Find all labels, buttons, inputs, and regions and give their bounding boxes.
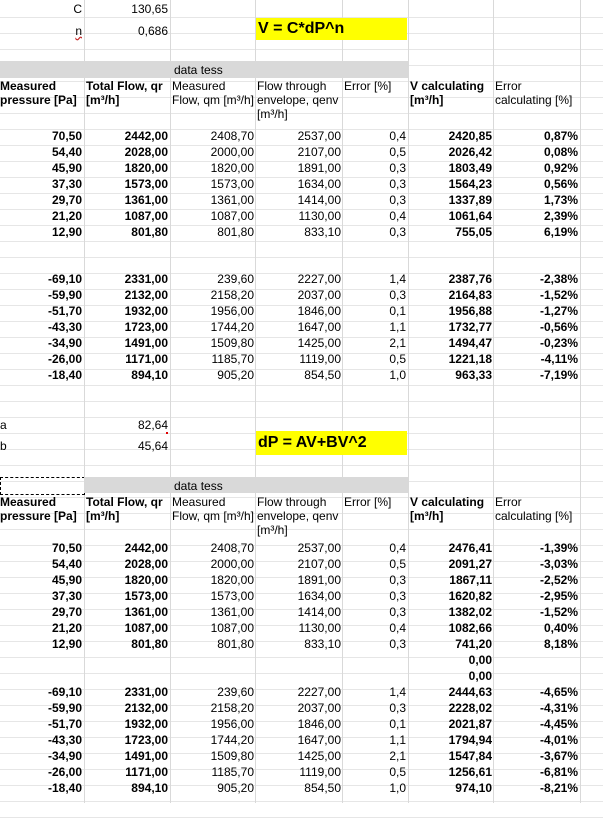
cell-flow-envelope[interactable]: 2107,00 — [297, 557, 341, 571]
cell-measured-flow[interactable]: 2158,20 — [210, 288, 254, 302]
cell-flow-envelope[interactable]: 1119,00 — [299, 352, 341, 366]
cell-flow-envelope[interactable]: 2537,00 — [297, 541, 341, 555]
formula-quadratic[interactable]: dP = AV+BV^2 — [258, 434, 367, 451]
cell-v-calculating[interactable]: 1494,47 — [448, 336, 492, 350]
cell-measured-flow[interactable]: 239,60 — [217, 272, 254, 286]
cell-flow-envelope[interactable]: 1846,00 — [297, 717, 341, 731]
cell-error-calculating[interactable]: -2,38% — [539, 272, 578, 286]
col-measured-pressure-1[interactable]: Measured pressure [Pa] — [0, 79, 77, 107]
copy-selection-marquee — [0, 477, 85, 495]
cell-flow-envelope[interactable]: 1425,00 — [297, 749, 341, 763]
col-v-calculating-2[interactable]: V calculating [m³/h] — [410, 495, 485, 523]
cell-flow-envelope[interactable]: 2037,00 — [297, 288, 341, 302]
param-a-label[interactable]: a — [0, 418, 7, 432]
cell-measured-flow[interactable]: 2158,20 — [210, 701, 254, 715]
cell-flow-envelope[interactable]: 833,10 — [304, 225, 341, 239]
cell-error[interactable]: 1,0 — [389, 368, 406, 382]
cell-measured-flow[interactable]: 1509,80 — [210, 336, 254, 350]
cell-v-calculating[interactable]: 755,05 — [455, 225, 492, 239]
cell-flow-envelope[interactable] — [257, 652, 341, 668]
col-error-1[interactable]: Error [%] — [344, 79, 392, 93]
param-b-value[interactable]: 45,64 — [137, 439, 168, 453]
col-flow-envelope-1[interactable]: Flow through envelope, qenv [m³/h] — [257, 79, 339, 121]
cell-measured-flow[interactable]: 1956,00 — [210, 717, 254, 731]
cell-error-calculating[interactable]: -3,03% — [539, 557, 578, 571]
col-total-flow-1[interactable]: Total Flow, qr [m³/h] — [86, 79, 163, 107]
cell-pressure[interactable]: 45,90 — [51, 161, 82, 175]
cell-total-flow[interactable]: 1723,00 — [124, 320, 168, 334]
cell-v-calculating[interactable]: 1620,82 — [448, 589, 492, 603]
cell-v-calculating[interactable]: 1547,84 — [448, 749, 492, 763]
cell-v-calculating[interactable]: 2476,41 — [448, 541, 492, 555]
cell-flow-envelope[interactable]: 2227,00 — [297, 272, 341, 286]
cell-flow-envelope[interactable]: 1414,00 — [297, 193, 341, 207]
cell-error-calculating[interactable]: 1,73% — [543, 193, 578, 207]
cell-measured-flow[interactable]: 1361,00 — [210, 605, 254, 619]
cell-measured-flow[interactable]: 1185,70 — [211, 352, 254, 366]
col-measured-pressure-2[interactable]: Measured pressure [Pa] — [0, 495, 77, 523]
cell-total-flow[interactable]: 1087,00 — [124, 621, 168, 635]
cell-pressure[interactable]: -43,30 — [47, 320, 82, 334]
cell-total-flow[interactable]: 1573,00 — [124, 177, 168, 191]
cell-measured-flow[interactable]: 239,60 — [217, 685, 254, 699]
cell-measured-flow[interactable]: 801,80 — [217, 637, 254, 651]
cell-error[interactable]: 1,4 — [389, 685, 406, 699]
cell-flow-envelope[interactable]: 833,10 — [304, 637, 341, 651]
cell-pressure[interactable]: 70,50 — [51, 129, 82, 143]
cell-error[interactable]: 0,3 — [389, 637, 406, 651]
cell-flow-envelope[interactable]: 1891,00 — [297, 573, 341, 587]
cell-measured-flow[interactable]: 1820,00 — [210, 573, 254, 587]
cell-error[interactable] — [344, 652, 406, 668]
cell-pressure[interactable]: 12,90 — [51, 225, 82, 239]
cell-measured-flow[interactable] — [172, 668, 254, 684]
cell-measured-flow[interactable]: 2000,00 — [210, 557, 254, 571]
cell-total-flow[interactable]: 1932,00 — [124, 717, 168, 731]
cell-error-calculating[interactable]: 0,87% — [543, 129, 578, 143]
cell-pressure[interactable]: -18,40 — [47, 368, 82, 382]
cell-pressure[interactable]: -26,00 — [47, 352, 82, 366]
cell-error[interactable]: 1,1 — [389, 320, 406, 334]
cell-error-calculating[interactable]: 8,18% — [543, 637, 578, 651]
cell-v-calculating[interactable]: 2444,63 — [448, 685, 492, 699]
cell-pressure[interactable]: -43,30 — [47, 733, 82, 747]
cell-flow-envelope[interactable]: 1425,00 — [297, 336, 341, 350]
cell-error-calculating[interactable] — [495, 668, 578, 684]
cell-error[interactable]: 2,1 — [389, 336, 406, 350]
cell-error[interactable]: 0,3 — [389, 701, 406, 715]
cell-error[interactable]: 0,4 — [389, 621, 406, 635]
formula-power-law[interactable]: V = C*dP^n — [258, 20, 345, 37]
cell-v-calculating[interactable]: 2387,76 — [448, 272, 492, 286]
cell-total-flow[interactable]: 801,80 — [131, 225, 168, 239]
cell-flow-envelope[interactable]: 1891,00 — [297, 161, 341, 175]
cell-measured-flow[interactable]: 1573,00 — [210, 177, 254, 191]
cell-v-calculating[interactable]: 2164,83 — [448, 288, 492, 302]
cell-measured-flow[interactable]: 1087,00 — [210, 209, 254, 223]
cell-error-calculating[interactable]: 0,08% — [543, 145, 578, 159]
cell-total-flow[interactable]: 2028,00 — [124, 145, 168, 159]
cell-measured-flow[interactable]: 905,20 — [217, 781, 254, 795]
cell-error-calculating[interactable]: -6,81% — [539, 765, 578, 779]
cell-total-flow[interactable]: 1723,00 — [124, 733, 168, 747]
cell-v-calculating[interactable]: 2420,85 — [448, 129, 492, 143]
cell-error[interactable]: 0,1 — [389, 717, 406, 731]
cell-pressure[interactable]: -51,70 — [47, 717, 82, 731]
cell-measured-flow[interactable]: 1509,80 — [210, 749, 254, 763]
cell-measured-flow[interactable]: 2408,70 — [210, 129, 254, 143]
cell-error-calculating[interactable]: -2,52% — [539, 573, 578, 587]
cell-error[interactable]: 0,3 — [389, 288, 406, 302]
cell-flow-envelope[interactable]: 2037,00 — [297, 701, 341, 715]
header-band-2 — [84, 477, 408, 493]
cell-measured-flow[interactable]: 1185,70 — [211, 765, 254, 779]
cell-error[interactable]: 0,3 — [389, 177, 406, 191]
cell-error-calculating[interactable] — [495, 652, 578, 668]
cell-pressure[interactable]: 29,70 — [51, 193, 82, 207]
cell-flow-envelope[interactable]: 1130,00 — [298, 209, 341, 223]
cell-error-calculating[interactable]: -4,11% — [540, 352, 578, 366]
cell-pressure[interactable]: 45,90 — [51, 573, 82, 587]
cell-pressure[interactable]: -51,70 — [47, 304, 82, 318]
cell-pressure[interactable]: 21,20 — [51, 209, 82, 223]
cell-total-flow[interactable]: 1087,00 — [124, 209, 168, 223]
cell-measured-flow[interactable]: 2000,00 — [210, 145, 254, 159]
cell-measured-flow[interactable]: 801,80 — [217, 225, 254, 239]
cell-pressure[interactable]: 21,20 — [51, 621, 82, 635]
cell-v-calculating[interactable]: 1337,89 — [448, 193, 492, 207]
cell-error-calculating[interactable]: -2,95% — [539, 589, 578, 603]
cell-pressure[interactable]: -69,10 — [47, 272, 82, 286]
cell-pressure[interactable]: 70,50 — [51, 541, 82, 555]
cell-pressure[interactable]: -18,40 — [47, 781, 82, 795]
cell-total-flow[interactable]: 1361,00 — [124, 605, 168, 619]
cell-pressure[interactable]: 54,40 — [51, 557, 82, 571]
cell-error-calculating[interactable]: -1,52% — [539, 605, 578, 619]
param-c-label[interactable]: C — [73, 2, 82, 16]
cell-measured-flow[interactable]: 2408,70 — [210, 541, 254, 555]
cell-v-calculating[interactable]: 1061,64 — [448, 209, 492, 223]
cell-flow-envelope[interactable]: 854,50 — [304, 368, 341, 382]
cell-total-flow[interactable] — [86, 652, 168, 668]
cell-total-flow[interactable]: 1491,00 — [124, 749, 168, 763]
param-c-value[interactable]: 130,65 — [131, 2, 168, 16]
cell-total-flow[interactable]: 2028,00 — [124, 557, 168, 571]
comment-indicator — [166, 432, 168, 434]
cell-error[interactable]: 0,3 — [389, 225, 406, 239]
cell-error-calculating[interactable]: -0,23% — [539, 336, 578, 350]
cell-pressure[interactable] — [0, 652, 82, 668]
cell-error[interactable]: 1,1 — [389, 733, 406, 747]
col-measured-flow-1[interactable]: Measured Flow, qm [m³/h] — [172, 79, 255, 107]
cell-pressure[interactable]: -69,10 — [47, 685, 82, 699]
cell-flow-envelope[interactable]: 2107,00 — [297, 145, 341, 159]
cell-pressure[interactable]: 37,30 — [51, 589, 82, 603]
cell-total-flow[interactable]: 894,10 — [131, 781, 168, 795]
cell-error[interactable]: 0,4 — [389, 541, 406, 555]
col-error-calculating-1[interactable]: Error calculating [%] — [495, 79, 573, 107]
cell-error-calculating[interactable]: -0,56% — [539, 320, 578, 334]
cell-measured-flow[interactable]: 1744,20 — [210, 320, 254, 334]
cell-flow-envelope[interactable]: 854,50 — [304, 781, 341, 795]
cell-total-flow[interactable]: 1820,00 — [124, 161, 168, 175]
cell-flow-envelope[interactable] — [257, 668, 341, 684]
cell-v-calculating[interactable]: 1082,66 — [448, 621, 492, 635]
cell-error[interactable]: 0,3 — [389, 589, 406, 603]
cell-error[interactable]: 0,3 — [389, 605, 406, 619]
cell-total-flow[interactable] — [86, 668, 168, 684]
cell-total-flow[interactable]: 2132,00 — [124, 288, 168, 302]
cell-error[interactable]: 0,5 — [389, 145, 406, 159]
cell-v-calculating[interactable]: 2026,42 — [448, 145, 492, 159]
cell-v-calculating[interactable]: 741,20 — [455, 637, 492, 651]
cell-error-calculating[interactable]: -1,39% — [539, 541, 578, 555]
col-v-calculating-1[interactable]: V calculating [m³/h] — [410, 79, 485, 107]
cell-v-calculating[interactable]: 2228,02 — [448, 701, 492, 715]
cell-flow-envelope[interactable]: 1119,00 — [299, 765, 341, 779]
cell-total-flow[interactable]: 1171,00 — [125, 352, 168, 366]
cell-total-flow[interactable]: 2132,00 — [124, 701, 168, 715]
param-a-value[interactable]: 82,64 — [137, 418, 168, 432]
cell-pressure[interactable]: -34,90 — [47, 336, 82, 350]
cell-v-calculating[interactable]: 1382,02 — [448, 605, 492, 619]
cell-error-calculating[interactable]: -4,01% — [539, 733, 578, 747]
cell-v-calculating[interactable]: 963,33 — [455, 368, 492, 382]
cell-error[interactable]: 0,3 — [389, 573, 406, 587]
cell-error-calculating[interactable]: -4,45% — [539, 717, 578, 731]
cell-error[interactable]: 0,3 — [389, 161, 406, 175]
cell-flow-envelope[interactable]: 1130,00 — [298, 621, 341, 635]
group-label-1[interactable]: data tess — [174, 63, 223, 77]
cell-measured-flow[interactable]: 1573,00 — [210, 589, 254, 603]
cell-total-flow[interactable]: 2331,00 — [124, 685, 168, 699]
cell-flow-envelope[interactable]: 1647,00 — [297, 733, 341, 747]
col-measured-flow-2[interactable]: Measured Flow, qm [m³/h] — [172, 495, 255, 523]
cell-pressure[interactable]: -34,90 — [47, 749, 82, 763]
cell-total-flow[interactable]: 1171,00 — [125, 765, 168, 779]
group-label-2[interactable]: data tess — [174, 479, 223, 493]
cell-error[interactable]: 0,5 — [389, 352, 406, 366]
cell-error-calculating[interactable]: -7,19% — [539, 368, 578, 382]
cell-error-calculating[interactable]: 0,92% — [543, 161, 578, 175]
cell-error[interactable]: 0,5 — [389, 765, 406, 779]
cell-measured-flow[interactable]: 905,20 — [217, 368, 254, 382]
cell-measured-flow[interactable] — [172, 652, 254, 668]
cell-measured-flow[interactable]: 1744,20 — [210, 733, 254, 747]
cell-total-flow[interactable]: 801,80 — [131, 637, 168, 651]
col-error-calculating-2[interactable]: Error calculating [%] — [495, 495, 573, 523]
cell-error-calculating[interactable]: -1,27% — [539, 304, 578, 318]
cell-total-flow[interactable]: 1491,00 — [124, 336, 168, 350]
cell-error[interactable]: 0,3 — [389, 193, 406, 207]
cell-v-calculating[interactable]: 0,00 — [468, 653, 492, 667]
cell-pressure[interactable]: -26,00 — [47, 765, 82, 779]
cell-error-calculating[interactable]: -3,67% — [539, 749, 578, 763]
cell-flow-envelope[interactable]: 1634,00 — [297, 589, 341, 603]
cell-v-calculating[interactable]: 1256,61 — [448, 765, 492, 779]
cell-pressure[interactable]: 12,90 — [51, 637, 82, 651]
cell-error-calculating[interactable]: -8,21% — [539, 781, 578, 795]
col-flow-envelope-2[interactable]: Flow through envelope, qenv [m³/h] — [257, 495, 339, 537]
cell-flow-envelope[interactable]: 1846,00 — [297, 304, 341, 318]
cell-total-flow[interactable]: 894,10 — [131, 368, 168, 382]
cell-total-flow[interactable]: 2442,00 — [124, 129, 168, 143]
cell-v-calculating[interactable]: 974,10 — [455, 781, 492, 795]
cell-error-calculating[interactable]: 0,40% — [543, 621, 578, 635]
col-total-flow-2[interactable]: Total Flow, qr [m³/h] — [86, 495, 163, 523]
cell-v-calculating[interactable]: 2091,27 — [448, 557, 492, 571]
cell-total-flow[interactable]: 2442,00 — [124, 541, 168, 555]
cell-total-flow[interactable]: 2331,00 — [124, 272, 168, 286]
cell-pressure[interactable]: 54,40 — [51, 145, 82, 159]
cell-error[interactable]: 0,5 — [389, 557, 406, 571]
cell-error[interactable]: 0,1 — [389, 304, 406, 318]
cell-total-flow[interactable]: 1820,00 — [124, 573, 168, 587]
cell-measured-flow[interactable]: 1956,00 — [210, 304, 254, 318]
cell-error-calculating[interactable]: -4,31% — [539, 701, 578, 715]
cell-error[interactable]: 1,4 — [389, 272, 406, 286]
cell-v-calculating[interactable]: 1564,23 — [448, 177, 492, 191]
cell-v-calculating[interactable]: 1794,94 — [448, 733, 492, 747]
cell-error[interactable]: 0,4 — [389, 129, 406, 143]
param-n-value[interactable]: 0,686 — [137, 24, 168, 38]
cell-total-flow[interactable]: 1932,00 — [124, 304, 168, 318]
cell-error-calculating[interactable]: 2,39% — [543, 209, 578, 223]
cell-error-calculating[interactable]: -1,52% — [539, 288, 578, 302]
cell-pressure[interactable]: 29,70 — [51, 605, 82, 619]
cell-flow-envelope[interactable]: 1634,00 — [297, 177, 341, 191]
cell-error[interactable]: 2,1 — [389, 749, 406, 763]
param-n-label[interactable]: n — [75, 24, 82, 38]
col-error-2[interactable]: Error [%] — [344, 495, 392, 509]
cell-error[interactable] — [344, 668, 406, 684]
cell-v-calculating[interactable]: 1956,88 — [448, 304, 492, 318]
cell-v-calculating[interactable]: 1803,49 — [448, 161, 492, 175]
param-b-label[interactable]: b — [0, 439, 7, 453]
cell-pressure[interactable] — [0, 668, 82, 684]
cell-flow-envelope[interactable]: 1647,00 — [297, 320, 341, 334]
cell-measured-flow[interactable]: 1361,00 — [210, 193, 254, 207]
cell-flow-envelope[interactable]: 2537,00 — [297, 129, 341, 143]
cell-error-calculating[interactable]: 6,19% — [543, 225, 578, 239]
cell-v-calculating[interactable]: 2021,87 — [448, 717, 492, 731]
cell-pressure[interactable]: 37,30 — [51, 177, 82, 191]
cell-error[interactable]: 1,0 — [389, 781, 406, 795]
cell-flow-envelope[interactable]: 2227,00 — [297, 685, 341, 699]
cell-v-calculating[interactable]: 1732,77 — [448, 320, 492, 334]
cell-total-flow[interactable]: 1361,00 — [124, 193, 168, 207]
cell-v-calculating[interactable]: 1867,11 — [449, 573, 492, 587]
cell-total-flow[interactable]: 1573,00 — [124, 589, 168, 603]
cell-v-calculating[interactable]: 1221,18 — [448, 352, 492, 366]
cell-measured-flow[interactable]: 1087,00 — [210, 621, 254, 635]
cell-measured-flow[interactable]: 1820,00 — [210, 161, 254, 175]
cell-v-calculating[interactable]: 0,00 — [468, 669, 492, 683]
cell-pressure[interactable]: -59,90 — [47, 288, 82, 302]
cell-pressure[interactable]: -59,90 — [47, 701, 82, 715]
cell-error[interactable]: 0,4 — [389, 209, 406, 223]
cell-error-calculating[interactable]: -4,65% — [539, 685, 578, 699]
cell-error-calculating[interactable]: 0,56% — [543, 177, 578, 191]
cell-flow-envelope[interactable]: 1414,00 — [297, 605, 341, 619]
